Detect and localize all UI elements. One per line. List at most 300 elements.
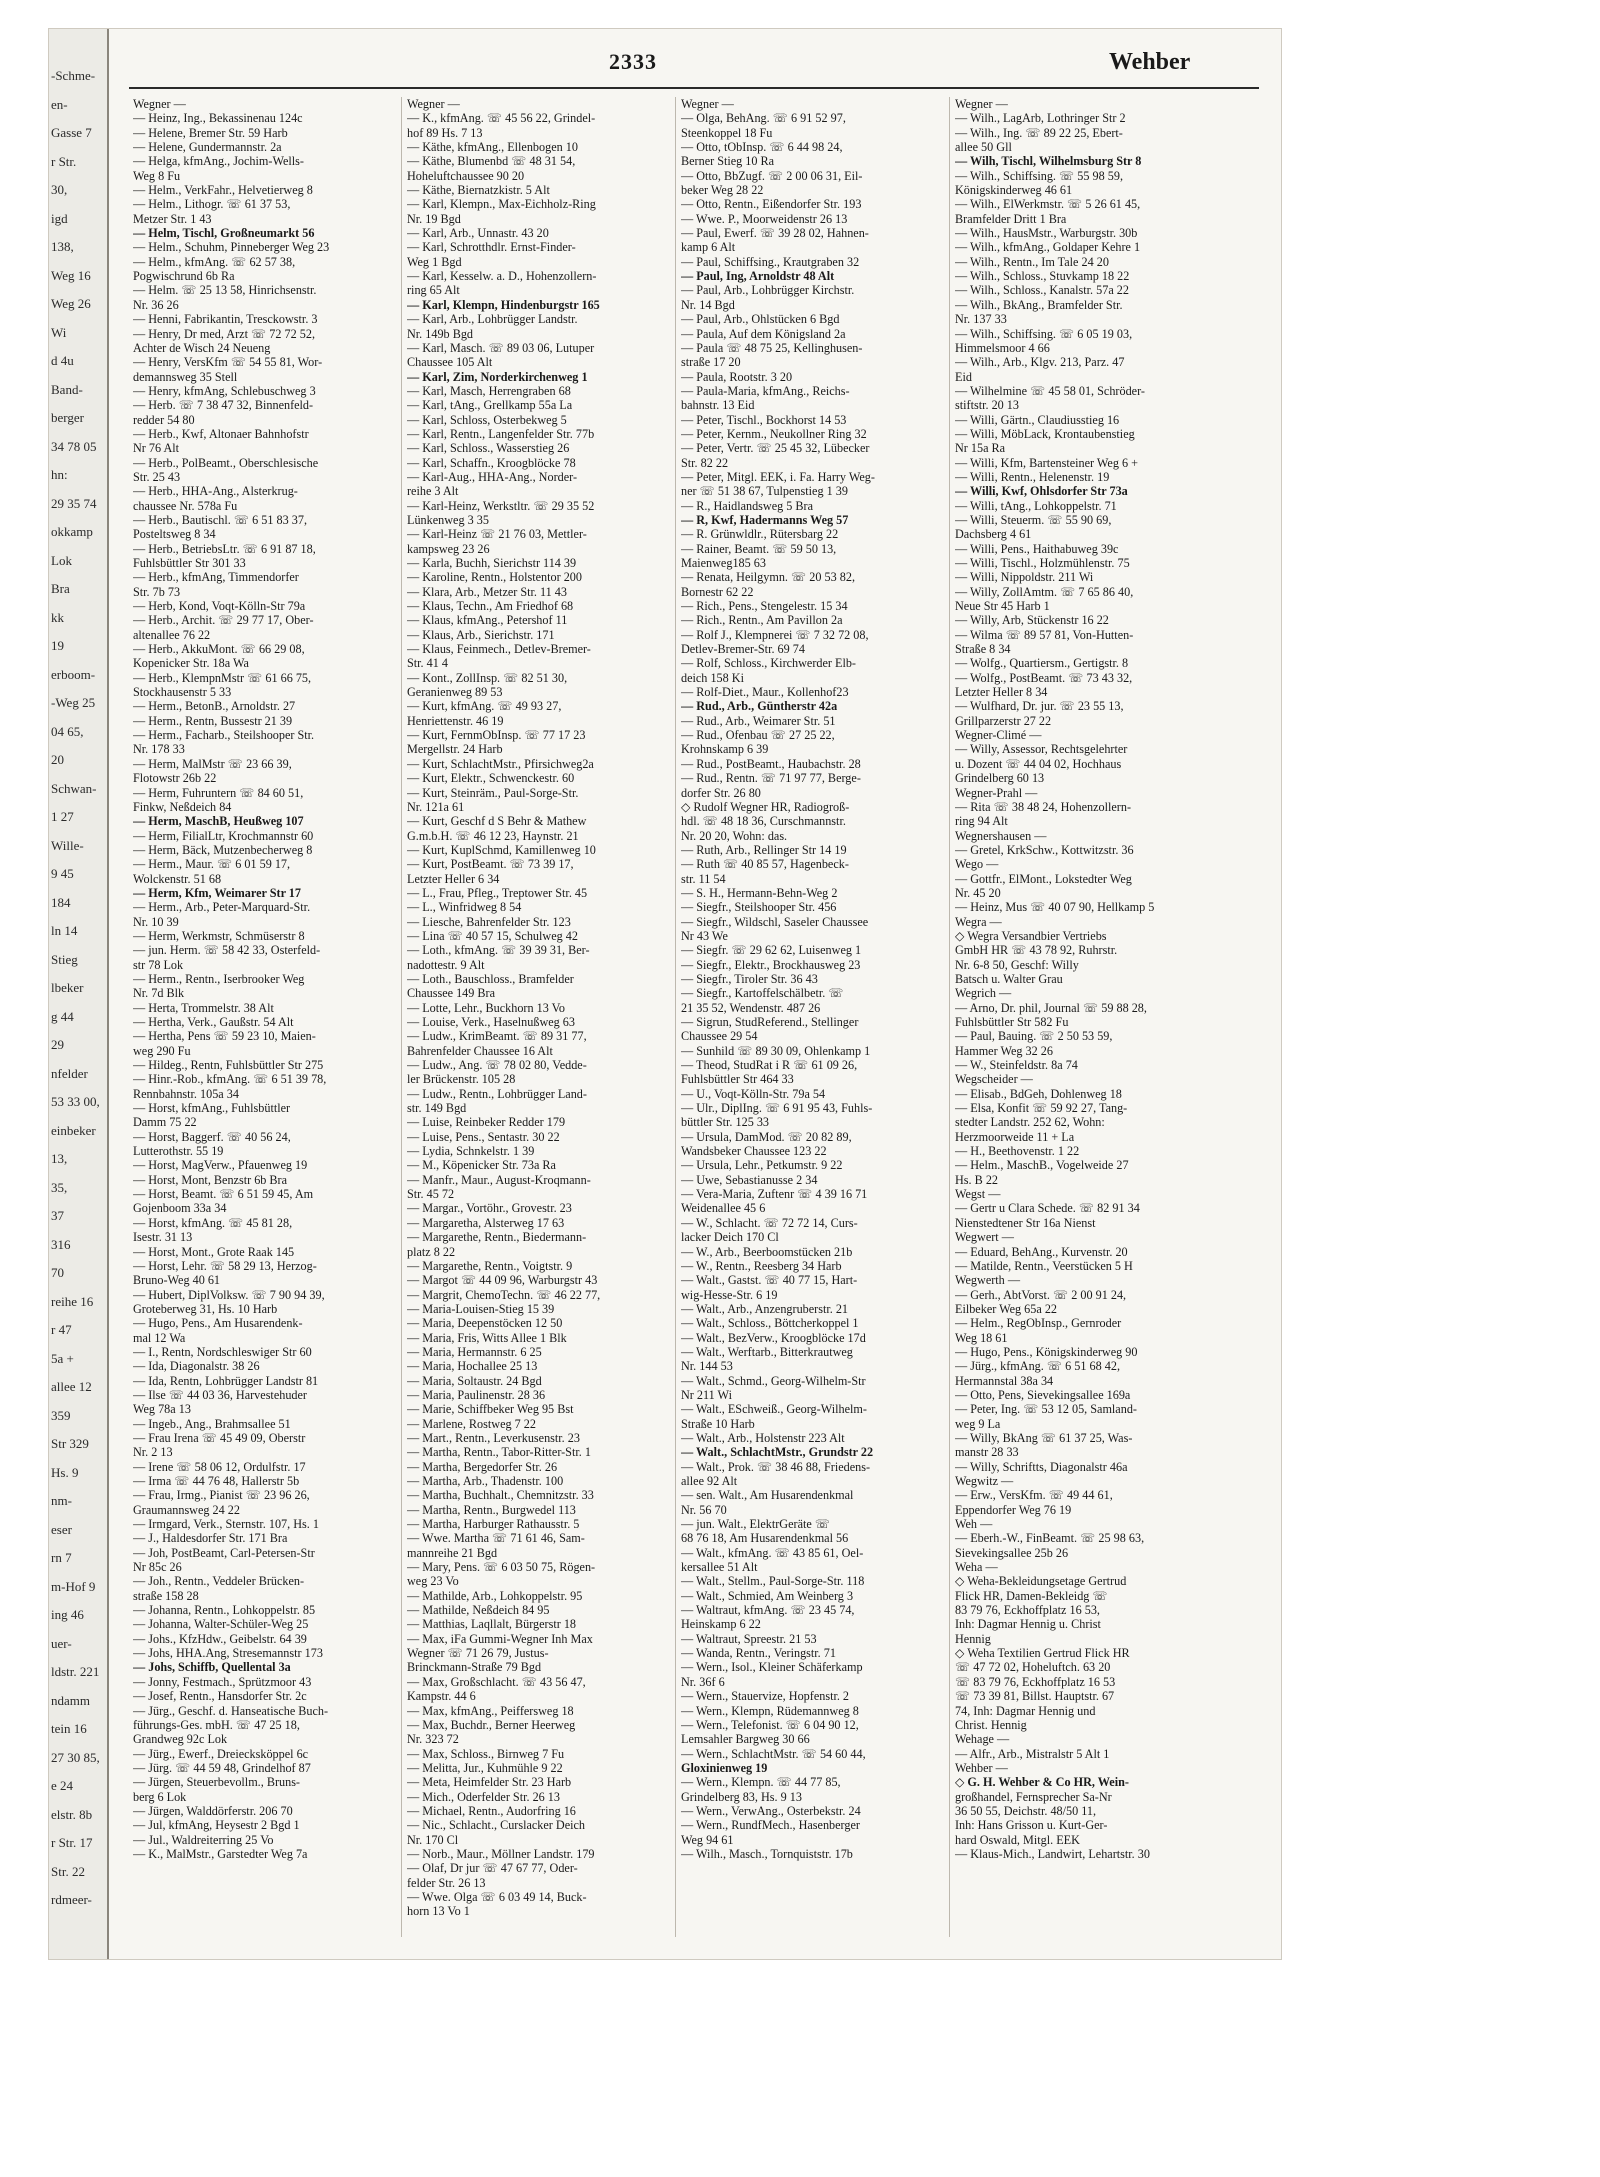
gutter-line: Str. 22 — [51, 1863, 85, 1879]
directory-entry-line: Str. 82 22 — [681, 455, 729, 470]
directory-entry-line: nadottestr. 9 Alt — [407, 957, 485, 972]
directory-entry-line: Inh: Dagmar Hennig u. Christ — [955, 1617, 1101, 1632]
gutter-line: Weg 26 — [51, 296, 91, 311]
directory-entry-line: berg 6 Lok — [133, 1789, 187, 1804]
directory-entry-line: Grindelberg 60 13 — [955, 771, 1045, 786]
directory-entry-line: — Rita ☏ 38 48 24, Hohenzollern- — [955, 799, 1132, 814]
directory-entry-line: kampsweg 23 26 — [407, 541, 490, 556]
directory-entry-line: — Jürg., kfmAng. ☏ 6 51 68 42, — [955, 1359, 1120, 1374]
directory-entry-line: — Olga, BehAng. ☏ 6 91 52 97, — [681, 111, 846, 126]
gutter-line: Gasse 7 — [51, 125, 92, 140]
directory-entry-line: — Walt., Schloss., Böttcherkoppel 1 — [681, 1316, 859, 1331]
directory-entry-line: — Wilh., Schloss., Stuvkamp 18 22 — [955, 269, 1130, 284]
directory-entry-line: stedter Landstr. 252 62, Wohn: — [955, 1115, 1105, 1130]
gutter-line: 30, — [51, 182, 68, 197]
directory-entry-line: — Wern., Isol., Kleiner Schäferkamp — [681, 1660, 863, 1675]
directory-entry-line: 68 76 18, Am Husarendenkmal 56 — [681, 1531, 849, 1546]
gutter-line: Lok — [51, 552, 72, 568]
directory-entry-line: — Maria, Soltaustr. 24 Bgd — [407, 1373, 542, 1388]
directory-entry-line: Nr 76 Alt — [133, 441, 180, 456]
directory-entry-line: — Wilh., Schloss., Kanalstr. 57a 22 — [955, 283, 1129, 298]
directory-entry-line: — Helene, Bremer Str. 59 Harb — [133, 125, 288, 140]
directory-entry-line: — Paul, Arb., Lohbrügger Kirchstr. — [681, 283, 855, 298]
directory-entry-line: bahnstr. 13 Eid — [681, 398, 755, 413]
directory-entry-line: Dachsberg 4 61 — [955, 527, 1032, 542]
directory-entry-line: — Wilh., Schiffsing. ☏ 6 05 19 03, — [955, 326, 1133, 341]
directory-entry-line: — Karl, Arb., Unnastr. 43 20 — [407, 226, 549, 241]
gutter-line: 5a + — [51, 1350, 74, 1366]
directory-entry-line: — Karl, Arb., Lohbrügger Landstr. — [407, 312, 578, 327]
directory-entry-line: — Max, kfmAng., Peiffersweg 18 — [407, 1703, 574, 1718]
directory-entry-line: — R. Grünwldlr., Rütersbarg 22 — [681, 527, 839, 542]
directory-entry-line: Bruno-Weg 40 61 — [133, 1273, 221, 1288]
directory-entry-line: — Loth., kfmAng. ☏ 39 39 31, Ber- — [407, 943, 590, 958]
directory-entry-line: — Olaf, Dr jur ☏ 47 67 77, Oder- — [407, 1861, 578, 1876]
directory-entry-line: Hennig — [955, 1631, 991, 1646]
directory-entry-line: weg 23 Vo — [407, 1574, 459, 1589]
directory-entry-line: — Wern., Telefonist. ☏ 6 04 90 12, — [681, 1717, 859, 1732]
directory-entry-line: — Herm, FilialLtr, Krochmannstr 60 — [133, 828, 314, 843]
directory-entry-line: — Helene, Gundermannstr. 2a — [133, 140, 282, 155]
directory-entry-line: — Maria, Fris, Witts Allee 1 Blk — [407, 1330, 567, 1345]
directory-entry-line: — Maria, Deepenstöcken 12 50 — [407, 1316, 563, 1331]
directory-entry-line: — Herm, Werkmstr, Schmüserstr 8 — [133, 928, 305, 943]
directory-entry-line: Herzmoorweide 11 + La — [955, 1129, 1075, 1144]
directory-entry-line: — Nic., Schlacht., Curslacker Deich — [407, 1818, 586, 1833]
gutter-line: rn 7 — [51, 1550, 72, 1565]
directory-entry-line: str 78 Lok — [133, 957, 184, 972]
directory-entry-line: 83 79 76, Eckhoffplatz 16 53, — [955, 1603, 1100, 1618]
directory-entry-line: — Karl-Aug., HHA-Ang., Norder- — [407, 469, 577, 484]
directory-entry-line: — Walt., Schmied, Am Weinberg 3 — [681, 1588, 854, 1603]
directory-entry-line: — Henni, Fabrikantin, Tresckowstr. 3 — [133, 312, 318, 327]
directory-entry-line: Kopenicker Str. 18a Wa — [133, 656, 249, 671]
directory-entry-line: Wegner ☏ 71 26 79, Justus- — [407, 1646, 549, 1661]
directory-entry-line: — Paul, Bauing. ☏ 2 50 53 59, — [955, 1029, 1113, 1044]
directory-entry-line: — Karl, Masch, Herrengraben 68 — [407, 383, 571, 398]
directory-entry-line: — Wern., RundfMech., Hasenberger — [681, 1818, 860, 1833]
directory-entry-line: — Kurt, kfmAng. ☏ 49 93 27, — [407, 699, 562, 714]
directory-entry-line: — L., Winfridweg 8 54 — [407, 900, 522, 915]
directory-entry-line: — Ursula, DamMod. ☏ 20 82 89, — [681, 1129, 852, 1144]
directory-entry-line: großhandel, Fernsprecher Sa-Nr — [955, 1789, 1112, 1804]
directory-entry-line: Wandsbeker Chaussee 123 22 — [681, 1144, 827, 1159]
directory-entry-line: Wegwerth — — [955, 1273, 1021, 1288]
directory-entry-line: — Herb., AkkuMont. ☏ 66 29 08, — [133, 642, 305, 657]
gutter-line: okkamp — [51, 524, 93, 539]
directory-entry-line: — Ida, Rentn, Lohbrügger Landstr 81 — [133, 1373, 319, 1388]
directory-entry-line: Wegra — — [955, 914, 1002, 929]
directory-entry-line: — Margot ☏ 44 09 96, Warburgstr 43 — [407, 1273, 598, 1288]
directory-entry-line: büttler Str. 125 33 — [681, 1115, 770, 1130]
gutter-line: 04 65, — [51, 723, 84, 739]
directory-entry-line: — Manfr., Maur., August-Kroqmann- — [407, 1172, 591, 1187]
column-3 — [681, 97, 949, 1861]
directory-entry-line: Berner Stieg 10 Ra — [681, 154, 775, 169]
directory-entry-line: — Martha, Arb., Thadenstr. 100 — [407, 1474, 564, 1488]
directory-entry-line: allee 92 Alt — [681, 1474, 738, 1488]
directory-entry-line: — Mart., Rentn., Leverkusenstr. 23 — [407, 1430, 580, 1445]
gutter-line: hn: — [51, 467, 68, 482]
directory-entry-line: — Herb., KlempnMstr ☏ 61 66 75, — [133, 670, 312, 685]
directory-entry-line: Chaussee 29 54 — [681, 1029, 758, 1044]
gutter-line: Schwan- — [51, 780, 97, 796]
directory-entry-line: — Kurt, FernmObInsp. ☏ 77 17 23 — [407, 728, 586, 743]
directory-entry-line: — Mathilde, Arb., Lohkoppelstr. 95 — [407, 1588, 583, 1603]
directory-entry-line: Rennbahnstr. 105a 34 — [133, 1086, 239, 1101]
directory-entry-line: — Herm., Maur. ☏ 6 01 59 17, — [133, 857, 291, 872]
directory-entry-line: — sen. Walt., Am Husarendenkmal — [681, 1488, 854, 1503]
directory-entry-line: — Otto, BbZugf. ☏ 2 00 06 31, Eil- — [681, 168, 863, 183]
directory-entry-line: — Horst, MagVerw., Pfauenweg 19 — [133, 1158, 308, 1173]
directory-entry-line: Eid — [955, 369, 972, 384]
directory-entry-line: — Uwe, Sebastianusse 2 34 — [681, 1172, 818, 1187]
directory-entry-line: — Kurt, Steinräm., Paul-Sorge-Str. — [407, 785, 579, 800]
gutter-line: r 47 — [51, 1322, 72, 1337]
directory-entry-line: — Matilde, Rentn., Veerstücken 5 H — [955, 1258, 1133, 1273]
directory-entry-line: — Klara, Arb., Metzer Str. 11 43 — [407, 584, 567, 599]
directory-entry-line: — Wern., Klempn, Rüdemannweg 8 — [681, 1703, 859, 1718]
gutter-line: ln 14 — [51, 923, 78, 938]
directory-entry-line: 21 35 52, Wendenstr. 487 26 — [681, 1000, 821, 1015]
directory-entry-line: Himmelsmoor 4 66 — [955, 340, 1050, 355]
directory-entry-line: — Herta, Trommelstr. 38 Alt — [133, 1000, 274, 1015]
directory-entry-line: — Walt., Prok. ☏ 38 46 88, Friedens- — [681, 1459, 871, 1474]
gutter-line: 35, — [51, 1179, 68, 1195]
directory-entry-line: — Rud., Arb., Güntherstr 42a — [681, 699, 838, 714]
directory-entry-line: Grandweg 92c Lok — [133, 1732, 228, 1747]
directory-entry-line: — Karl-Heinz ☏ 21 76 03, Mettler- — [407, 527, 587, 542]
directory-entry-line: — Wwe. P., Moorweidenstr 26 13 — [681, 211, 848, 226]
directory-entry-line: — Max, Großschlacht. ☏ 43 56 47, — [407, 1674, 586, 1689]
directory-entry-line: — Joh, PostBeamt, Carl-Petersen-Str — [133, 1545, 315, 1560]
directory-entry-line: — Eberh.-W., FinBeamt. ☏ 25 98 63, — [955, 1531, 1145, 1546]
directory-entry-line: — Rud., PostBeamt., Haubachstr. 28 — [681, 756, 861, 771]
directory-entry-line: Nr. 178 33 — [133, 742, 185, 757]
directory-entry-line: Weh — — [955, 1517, 993, 1532]
directory-entry-line: Wehage — — [955, 1732, 1010, 1747]
directory-entry-line: — Margar., Vortöhr., Grovestr. 23 — [407, 1201, 572, 1216]
directory-entry-line: straße 158 28 — [133, 1588, 199, 1603]
gutter-line: allee 12 — [51, 1379, 92, 1394]
previous-page-gutter — [49, 29, 109, 1959]
directory-entry-line: Nr 211 Wi — [681, 1387, 732, 1402]
directory-entry-line: — Ingeb., Ang., Brahmsallee 51 — [133, 1416, 291, 1431]
directory-entry-line: — Ludw., Ang. ☏ 78 02 80, Vedde- — [407, 1058, 587, 1073]
directory-entry-line: Eppendorfer Weg 76 19 — [955, 1502, 1072, 1517]
directory-entry-line: — Peter, Ing. ☏ 53 12 05, Samland- — [955, 1402, 1137, 1417]
directory-entry-line: — Ida, Diagonalstr. 38 26 — [133, 1359, 260, 1374]
directory-entry-line: — Wolfg., Quartiersm., Gertigstr. 8 — [955, 656, 1129, 671]
directory-entry-line: — Peter, Tischl., Bockhorst 14 53 — [681, 412, 847, 427]
directory-entry-line: — Willi, MöbLack, Krontaubenstieg — [955, 426, 1135, 441]
gutter-line: 37 — [51, 1208, 64, 1223]
gutter-line: 34 78 05 — [51, 438, 97, 454]
directory-entry-line: — Rainer, Beamt. ☏ 59 50 13, — [681, 541, 837, 556]
directory-entry-line: — Karl, Klempn, Hindenburgstr 165 — [407, 297, 600, 312]
directory-entry-line: — Willi, Nippoldstr. 211 Wi — [955, 570, 1094, 585]
directory-entry-line: — Wern., SchlachtMstr. ☏ 54 60 44, — [681, 1746, 866, 1761]
directory-entry-line: — Mary, Pens. ☏ 6 03 50 75, Rögen- — [407, 1560, 596, 1575]
directory-entry-line: — Rolf-Diet., Maur., Kollenhof23 — [681, 685, 849, 700]
directory-entry-line: — Siegfr., Elektr., Brockhausweg 23 — [681, 957, 861, 972]
directory-entry-line: — Maria, Hermannstr. 6 25 — [407, 1344, 542, 1359]
directory-entry-line: — Käthe, Blumenbd ☏ 48 31 54, — [407, 154, 576, 169]
directory-entry-line: — Herb, Kond, Voqt-Kölln-Str 79a — [133, 599, 306, 614]
directory-entry-line: hard Oswald, Mitgl. EEK — [955, 1832, 1080, 1847]
directory-entry-line: — Johs, Schiffb, Quellental 3a — [133, 1660, 291, 1675]
directory-entry-line: lacker Deich 170 Cl — [681, 1230, 779, 1245]
directory-entry-line: Nr. 36 26 — [133, 297, 179, 312]
directory-entry-line: — Käthe, kfmAng., Ellenbogen 10 — [407, 140, 578, 155]
directory-entry-line: — Klaus-Mich., Landwirt, Lehartstr. 30 — [955, 1846, 1150, 1861]
gutter-line: 53 33 00, — [51, 1094, 100, 1109]
directory-entry-line: — Theod, StudRat i R ☏ 61 09 26, — [681, 1058, 858, 1073]
directory-entry-line: — Waltraut, Spreestr. 21 53 — [681, 1631, 817, 1646]
gutter-line: g 44 — [51, 1008, 74, 1024]
directory-entry-line: — Wilhelmine ☏ 45 58 01, Schröder- — [955, 383, 1145, 398]
directory-entry-line: — Loth., Bauschloss., Bramfelder — [407, 971, 574, 986]
directory-entry-line: mannreihe 21 Bgd — [407, 1545, 498, 1560]
gutter-line: -Schme- — [51, 68, 96, 83]
directory-entry-line: Grindelberg 83, Hs. 9 13 — [681, 1789, 802, 1804]
directory-entry-line: ler Brückenstr. 105 28 — [407, 1072, 516, 1087]
directory-entry-line: — Klaus, Arb., Sierichstr. 171 — [407, 627, 555, 642]
directory-entry-line: — Paula, Rootstr. 3 20 — [681, 369, 793, 384]
directory-entry-line: Hermannstal 38a 34 — [955, 1373, 1054, 1388]
directory-entry-line: Gojenboom 33a 34 — [133, 1201, 227, 1216]
directory-entry-line: — Willy, ZollAmtm. ☏ 7 65 86 40, — [955, 584, 1134, 599]
gutter-line: berger — [51, 410, 84, 425]
directory-entry-line: — Karl, Masch. ☏ 89 03 06, Lutuper — [407, 340, 595, 355]
directory-entry-line: 36 50 55, Deichstr. 48/50 11, — [955, 1803, 1097, 1818]
directory-entry-line: — Jürg., Geschf. d. Hanseatische Buch- — [133, 1703, 329, 1718]
directory-entry-line: — W., Steinfeldstr. 8a 74 — [955, 1058, 1078, 1073]
page-number: 2333 — [609, 49, 657, 74]
directory-entry-line: — Wern., Stauervize, Hopfenstr. 2 — [681, 1689, 850, 1704]
directory-entry-line: ☏ 83 79 76, Eckhoffplatz 16 53 — [955, 1674, 1116, 1689]
directory-entry-line: str. 149 Bgd — [407, 1101, 467, 1116]
directory-entry-line: chaussee Nr. 578a Fu — [133, 498, 238, 513]
directory-entry-line: — Herb., BetriebsLtr. ☏ 6 91 87 18, — [133, 541, 316, 556]
directory-entry-line: — Wilh., Arb., Klgv. 213, Parz. 47 — [955, 355, 1125, 370]
directory-entry-line: Flick HR, Damen-Bekleidg ☏ — [955, 1588, 1108, 1603]
directory-entry-line: Achter de Wisch 24 Neueng — [133, 340, 271, 355]
directory-entry-line: — Kurt, PostBeamt. ☏ 73 39 17, — [407, 857, 574, 872]
directory-entry-line: — Rich., Rentn., Am Pavillon 2a — [681, 613, 843, 628]
gutter-line: 13, — [51, 1151, 68, 1166]
directory-entry-line: — Irmgard, Verk., Sternstr. 107, Hs. 1 — [133, 1517, 319, 1532]
directory-entry-line: — Gottfr., ElMont., Lokstedter Weg — [955, 871, 1132, 886]
directory-entry-line: — Karl, tAng., Grellkamp 55a La — [407, 398, 573, 413]
running-head: Wehber — [1109, 49, 1191, 75]
directory-entry-line: Wegscheider — — [955, 1072, 1033, 1087]
directory-entry-line: — Willi, tAng., Lohkoppelstr. 71 — [955, 498, 1117, 513]
directory-entry-line: — Hinr.-Rob., kfmAng. ☏ 6 51 39 78, — [133, 1072, 327, 1087]
directory-entry-line: — Johs, HHA.Ang, Stresemannstr 173 — [133, 1646, 323, 1661]
directory-entry-line: — Siegfr. ☏ 29 62 62, Luisenweg 1 — [681, 943, 862, 958]
directory-entry-line: ring 65 Alt — [407, 283, 460, 298]
gutter-line: reihe 16 — [51, 1293, 94, 1309]
directory-entry-line: Str. 7b 73 — [133, 584, 181, 599]
directory-entry-line: — W., Arb., Beerboomstücken 21b — [681, 1244, 853, 1259]
directory-entry-line: — Wanda, Rentn., Veringstr. 71 — [681, 1646, 836, 1661]
column-divider — [949, 97, 950, 1937]
directory-entry-line: Chaussee 105 Alt — [407, 355, 493, 370]
directory-entry-line: — Willy, Assessor, Rechtsgelehrter — [955, 742, 1128, 757]
directory-entry-line: — Norb., Maur., Möllner Landstr. 179 — [407, 1846, 595, 1861]
directory-entry-line: Mergellstr. 24 Harb — [407, 742, 503, 757]
directory-entry-line: dorfer Str. 26 80 — [681, 785, 761, 800]
column-divider — [675, 97, 676, 1937]
directory-entry-line: Detlev-Bremer-Str. 69 74 — [681, 642, 805, 657]
directory-entry-line: — Peter, Vertr. ☏ 25 45 32, Lübecker — [681, 441, 870, 456]
directory-entry-line: ◇ Weha Textilien Gertrud Flick HR — [955, 1646, 1130, 1661]
directory-entry-line: Wegner — — [955, 97, 1008, 111]
directory-entry-line: Nr. 2 13 — [133, 1445, 173, 1460]
directory-entry-line: — Louise, Verk., Haselnußweg 63 — [407, 1015, 575, 1029]
directory-entry-line: Weg 1 Bgd — [407, 254, 462, 269]
directory-entry-line: — I., Rentn, Nordschleswiger Str 60 — [133, 1344, 312, 1359]
directory-entry-line: Nr. 14 Bgd — [681, 297, 735, 312]
directory-entry-line: — Sigrun, StudReferend., Stellinger — [681, 1015, 859, 1029]
directory-entry-line: Wegner-Prahl — — [955, 785, 1038, 800]
directory-entry-line: — Willi, Steuerm. ☏ 55 90 69, — [955, 512, 1112, 527]
directory-entry-line: — Walt., Arb., Anzengruberstr. 21 — [681, 1301, 849, 1316]
directory-entry-line: — Paul, Ewerf. ☏ 39 28 02, Hahnen- — [681, 226, 869, 241]
directory-entry-line: — Peter, Kernm., Neukollner Ring 32 — [681, 426, 867, 441]
directory-entry-line: — Rud., Rentn. ☏ 71 97 77, Berge- — [681, 771, 861, 786]
directory-entry-line: — Josef, Rentn., Hansdorfer Str. 2c — [133, 1689, 307, 1704]
directory-entry-line: — M., Köpenicker Str. 73a Ra — [407, 1158, 556, 1173]
directory-entry-line: Fuhlsbüttler Str 301 33 — [133, 556, 246, 570]
directory-entry-line: — Jürg. ☏ 44 59 48, Grindelhof 87 — [133, 1760, 311, 1775]
directory-entry-line: — Max, iFa Gummi-Wegner Inh Max — [407, 1631, 593, 1646]
directory-entry-line: — Johanna, Walter-Schüler-Weg 25 — [133, 1617, 309, 1632]
directory-entry-line: Nr 85c 26 — [133, 1560, 182, 1575]
directory-entry-line: Wegrich — — [955, 986, 1012, 1001]
directory-entry-line: — Elisab., BdGeh, Dohlenweg 18 — [955, 1086, 1122, 1101]
directory-entry-line: Flotowstr 26b 22 — [133, 771, 217, 786]
directory-entry-line: — Herb., Bautischl. ☏ 6 51 83 37, — [133, 512, 307, 527]
directory-entry-line: weg 290 Fu — [133, 1043, 191, 1058]
directory-entry-line: — Wilma ☏ 89 57 81, Von-Hutten- — [955, 627, 1134, 642]
directory-entry-line: — Kont., ZollInsp. ☏ 82 51 30, — [407, 670, 568, 685]
gutter-line: 29 — [51, 1037, 64, 1052]
directory-entry-line: — Hugo, Pens., Königskinderweg 90 — [955, 1344, 1138, 1359]
directory-entry-line: — Waltraut, kfmAng. ☏ 23 45 74, — [681, 1603, 855, 1618]
directory-entry-line: — Paula ☏ 48 75 25, Kellinghusen- — [681, 340, 863, 355]
directory-entry-line: Wolckenstr. 51 68 — [133, 871, 222, 886]
directory-entry-line: — Walt., BezVerw., Kroogblöcke 17d — [681, 1330, 866, 1345]
directory-entry-line: — Mathilde, Neßdeich 84 95 — [407, 1603, 550, 1618]
directory-entry-line: felder Str. 26 13 — [407, 1875, 486, 1890]
directory-entry-line: — Martha, Bergedorfer Str. 26 — [407, 1459, 558, 1474]
directory-entry-line: — Frau, Irmg., Pianist ☏ 23 96 26, — [133, 1488, 310, 1503]
directory-entry-line: — Helm. ☏ 25 13 58, Hinrichsenstr. — [133, 283, 317, 298]
column-2 — [407, 97, 675, 1919]
directory-entry-line: — Irma ☏ 44 76 48, Hallerstr 5b — [133, 1474, 300, 1488]
directory-entry-line: — Michael, Rentn., Audorfring 16 — [407, 1803, 576, 1818]
directory-entry-line: — Ursula, Lehr., Petkumstr. 9 22 — [681, 1158, 843, 1173]
directory-entry-line: — Helm., VerkFahr., Helvetierweg 8 — [133, 183, 313, 198]
directory-entry-line: Hammer Weg 32 26 — [955, 1043, 1053, 1058]
directory-entry-line: ☏ 47 72 02, Hoheluftch. 63 20 — [955, 1660, 1111, 1675]
directory-page — [48, 28, 1282, 1960]
directory-entry-line: — Walt., kfmAng. ☏ 43 85 61, Oel- — [681, 1545, 864, 1560]
directory-entry-line: Wegwitz — — [955, 1474, 1014, 1488]
directory-entry-line: — Helga, kfmAng., Jochim-Wells- — [133, 154, 304, 169]
directory-entry-line: — Herb., Archit. ☏ 29 77 17, Ober- — [133, 613, 314, 628]
directory-entry-line: — Horst, kfmAng. ☏ 45 81 28, — [133, 1215, 293, 1230]
directory-entry-line: — Luise, Pens., Sentastr. 30 22 — [407, 1129, 560, 1144]
directory-entry-line: — Helm., MaschB., Vogelweide 27 — [955, 1158, 1129, 1173]
directory-entry-line: — Jürgen, Steuerbevollm., Bruns- — [133, 1775, 300, 1790]
gutter-line: 27 30 85, — [51, 1749, 100, 1765]
directory-entry-line: — Wwe. Olga ☏ 6 03 49 14, Buck- — [407, 1889, 587, 1904]
directory-entry-line: — Otto, Rentn., Eißendorfer Str. 193 — [681, 197, 862, 212]
directory-entry-line: — J., Haldesdorfer Str. 171 Bra — [133, 1531, 288, 1546]
directory-entry-line: — Martha, Buchhalt., Chemnitzstr. 33 — [407, 1488, 594, 1503]
directory-entry-line: — Horst, kfmAng., Fuhlsbüttler — [133, 1101, 291, 1116]
directory-entry-line: — Martha, Rentn., Burgwedel 113 — [407, 1502, 576, 1517]
directory-entry-line: Nr. 7d Blk — [133, 986, 185, 1001]
directory-entry-line: — Herm., Arb., Peter-Marquard-Str. — [133, 900, 311, 915]
directory-entry-line: Krohnskamp 6 39 — [681, 742, 769, 757]
directory-entry-line: — Gerh., AbtVorst. ☏ 2 00 91 24, — [955, 1287, 1127, 1302]
directory-entry-line: Graumannsweg 24 22 — [133, 1502, 240, 1517]
directory-entry-line: — Rich., Pens., Stengelestr. 15 34 — [681, 599, 848, 614]
gutter-line: Stieg — [51, 951, 78, 967]
directory-entry-line: Wegst — — [955, 1187, 1001, 1202]
directory-entry-line: — Willi, Tischl., Holzmühlenstr. 75 — [955, 556, 1130, 570]
directory-entry-line: — Siegfr., Wildschl, Saseler Chaussee — [681, 914, 869, 929]
gutter-line: 138, — [51, 239, 74, 254]
directory-entry-line: Posteltsweg 8 34 — [133, 527, 216, 542]
directory-entry-line: Hoheluftchaussee 90 20 — [407, 168, 525, 183]
directory-entry-line: Nr. 56 70 — [681, 1502, 727, 1517]
gutter-line: Weg 16 — [51, 267, 91, 283]
directory-entry-line: — Herb., HHA-Ang., Alsterkrug- — [133, 484, 298, 499]
directory-entry-line: — Klaus, Techn., Am Friedhof 68 — [407, 599, 574, 614]
directory-entry-line: — Helm, Tischl, Großneumarkt 56 — [133, 226, 315, 241]
directory-entry-line: Nr. 149b Bgd — [407, 326, 474, 341]
directory-entry-line: — Willi, Pens., Haithabuweg 39c — [955, 541, 1119, 556]
directory-entry-line: Weg 8 Fu — [133, 168, 181, 183]
directory-entry-line: — jun. Walt., ElektrGeräte ☏ — [681, 1517, 831, 1532]
directory-entry-line: — Willy, Arb, Stückenstr 16 22 — [955, 613, 1109, 628]
directory-entry-line: — Karla, Buchh, Sierichstr 114 39 — [407, 556, 577, 570]
directory-entry-line: — Wern., Klempn. ☏ 44 77 85, — [681, 1775, 841, 1790]
directory-entry-line: — Herm., Facharb., Steilshooper Str. — [133, 728, 315, 743]
gutter-line: Str 329 — [51, 1436, 89, 1451]
directory-entry-line: — Jul, kfmAng, Heysestr 2 Bgd 1 — [133, 1818, 300, 1833]
gutter-line: r Str. 17 — [51, 1835, 93, 1850]
directory-entry-line: — Karoline, Rentn., Holstentor 200 — [407, 570, 582, 585]
directory-entry-line: Nr. 36f 6 — [681, 1674, 725, 1689]
directory-entry-line: Letzter Heller 8 34 — [955, 685, 1048, 700]
gutter-line: 1 27 — [51, 809, 74, 824]
gutter-line: igd — [51, 210, 68, 226]
directory-entry-line: Nr 43 We — [681, 928, 728, 943]
gutter-line: ndamm — [51, 1692, 90, 1708]
directory-entry-line: — Helm., kfmAng. ☏ 62 57 38, — [133, 254, 296, 269]
directory-entry-line: Nr. 170 Cl — [407, 1832, 459, 1847]
directory-entry-line: Christ. Hennig — [955, 1717, 1027, 1732]
directory-entry-line: Str. 25 43 — [133, 469, 181, 484]
directory-entry-line: — Willi, Rentn., Helenenstr. 19 — [955, 469, 1110, 484]
gutter-line: e 24 — [51, 1778, 74, 1793]
